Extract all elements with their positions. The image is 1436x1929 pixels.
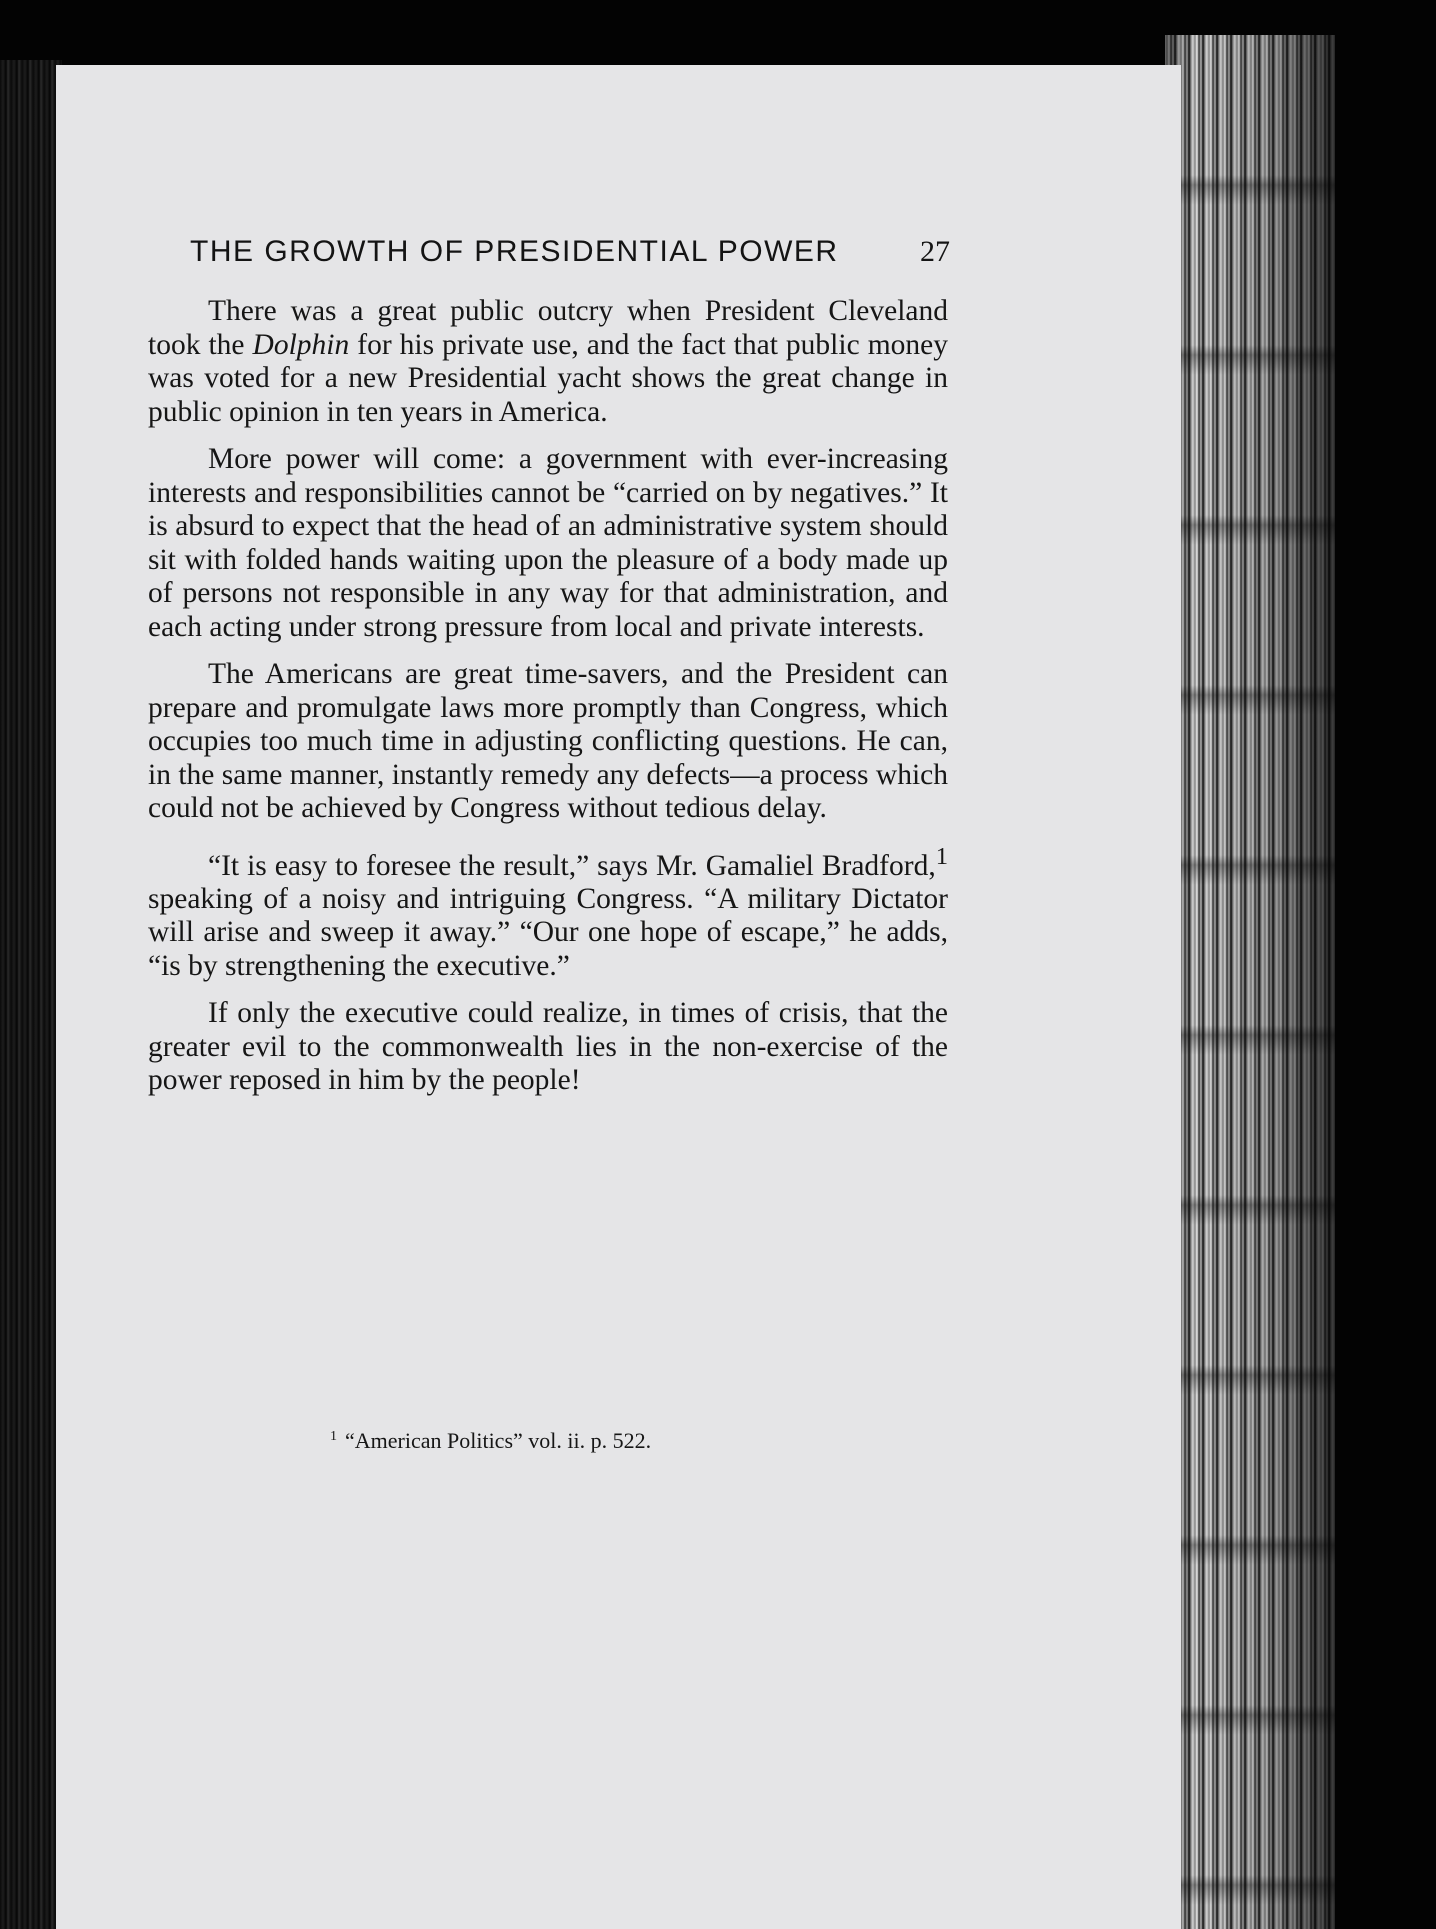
paragraph-1-text-b: for his private use, and the fact that public money was voted for a new Presidential yacht shows the great change in public opinion in ten years in America. <box>148 328 948 428</box>
footnote <box>330 1428 830 1454</box>
running-head: THE GROWTH OF PRESIDENTIAL POWER <box>190 235 839 268</box>
paragraph-5: If only the executive could realize, in times of crisis, that the greater evil to the commonwealth lies in the non-exercise of the power reposed in him by the people! <box>148 997 948 1097</box>
page-header <box>190 235 950 269</box>
paragraph-1-text-a: There was a great public outcry when President Cleveland took the <box>148 295 948 361</box>
paragraph-4-text-b: speaking of a noisy and intriguing Congress. “A military Dictator will arise and sweep it away.” “Our one hope of escape,” he adds, “is by strengthening the executive.” <box>148 882 948 982</box>
footnote-reference: 1 <box>935 842 948 870</box>
fore-edge-bands <box>1165 35 1335 1929</box>
paragraph-4 <box>148 840 948 984</box>
paragraph-1 <box>148 295 948 429</box>
paragraph-2: More power will come: a government with ever-increasing interests and responsibilities cannot be “carried on by negatives.” It is absurd to expect that the head of an administrative system should sit with folded hands waiting upon the pleasure of a body made up of persons not responsible in any way for that administration, and each acting under strong pressure from local and private interests. <box>148 443 948 643</box>
paragraph-3: The Americans are great time-savers, and the President can prepare and promulgate laws more promptly than Congress, which occupies too much time in adjusting conflicting questions. He can, in the same manner, instantly remedy any defects—a process which could not be achieved by Congress without tedious delay. <box>148 658 948 824</box>
yacht-name: Dolphin <box>252 328 350 361</box>
footnote-text: “American Politics” vol. ii. p. 522. <box>345 1428 652 1453</box>
footnote-marker: 1 <box>330 1428 337 1444</box>
paragraph-4-text-a: “It is easy to foresee the result,” says Mr. Gamaliel Bradford, <box>208 849 936 882</box>
left-page-edge <box>0 60 62 1929</box>
page-number: 27 <box>920 235 950 268</box>
body-text <box>148 295 948 1112</box>
